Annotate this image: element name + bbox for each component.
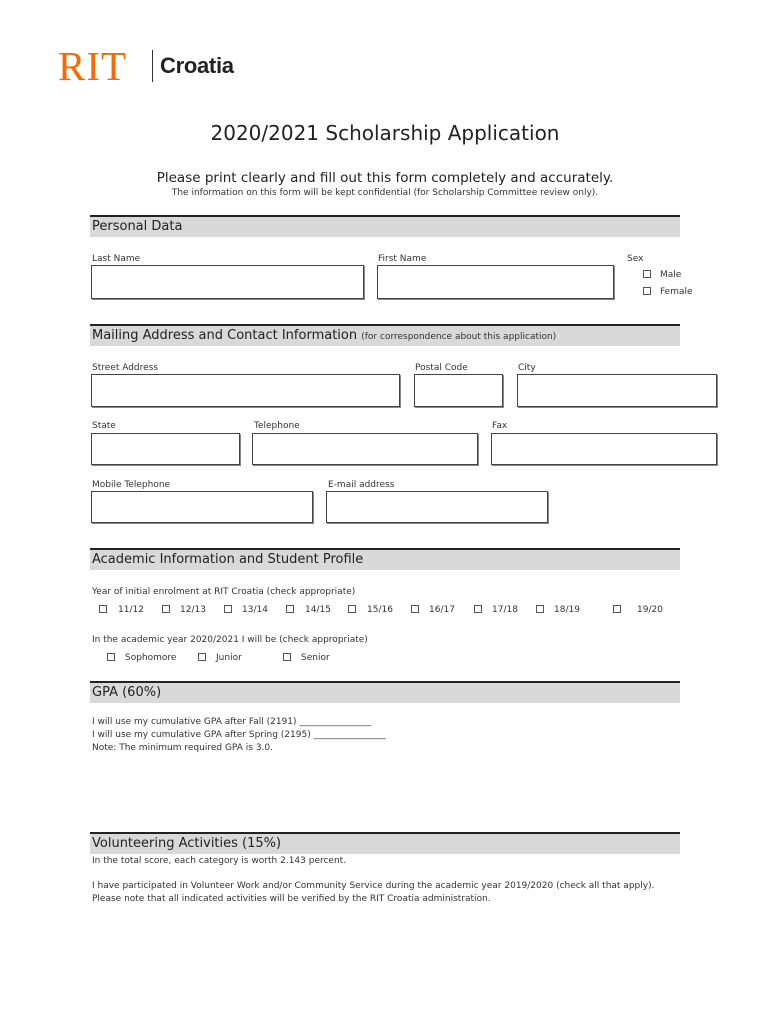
year-checkbox[interactable] xyxy=(162,605,170,613)
email-field[interactable] xyxy=(326,491,548,523)
junior-label: Junior xyxy=(216,653,242,663)
section-title: Academic Information and Student Profile xyxy=(92,552,364,567)
year-label: 15/16 xyxy=(367,605,393,615)
year-label: 19/20 xyxy=(637,605,663,615)
last-name-field[interactable] xyxy=(91,265,364,299)
year-checkbox[interactable] xyxy=(536,605,544,613)
year-label: 18/19 xyxy=(554,605,580,615)
senior-checkbox[interactable] xyxy=(283,653,291,661)
volunteer-participation-line: I have participated in Volunteer Work and/or Community Service during the academic year 2019/2020 (check all that apply). xyxy=(92,881,655,891)
section-volunteering xyxy=(90,832,680,854)
year-label: 14/15 xyxy=(305,605,331,615)
section-heading-note: (for correspondence about this application) xyxy=(361,332,557,342)
sex-female-label: Female xyxy=(660,287,693,297)
score-note: In the total score, each category is worth 2.143 percent. xyxy=(92,856,347,866)
year-label: 11/12 xyxy=(118,605,144,615)
section-mailing-address xyxy=(90,324,680,346)
year-checkbox[interactable] xyxy=(613,605,621,613)
state-label: State xyxy=(92,421,116,431)
sophomore-label: Sophomore xyxy=(125,653,177,663)
email-label: E-mail address xyxy=(328,480,395,490)
last-name-label: Last Name xyxy=(92,254,141,264)
year-label: 13/14 xyxy=(242,605,268,615)
gpa-minimum-note: Note: The minimum required GPA is 3.0. xyxy=(92,743,274,753)
year-checkbox[interactable] xyxy=(348,605,356,613)
city-label: City xyxy=(518,363,536,373)
year-checkbox[interactable] xyxy=(99,605,107,613)
mobile-telephone-label: Mobile Telephone xyxy=(92,480,171,490)
logo-croatia: Croatia xyxy=(160,53,234,78)
telephone-label: Telephone xyxy=(254,421,300,431)
senior-label: Senior xyxy=(301,653,330,663)
year-checkbox[interactable] xyxy=(286,605,294,613)
year-checkbox[interactable] xyxy=(411,605,419,613)
sex-male-label: Male xyxy=(660,270,682,280)
fax-field[interactable] xyxy=(491,433,717,465)
gpa-spring-line: I will use my cumulative GPA after Spring (2195) ________________ xyxy=(92,730,386,740)
first-name-field[interactable] xyxy=(377,265,614,299)
section-title xyxy=(92,328,556,343)
mobile-telephone-field[interactable] xyxy=(91,491,313,523)
section-title: GPA (60%) xyxy=(92,685,162,700)
first-name-label: First Name xyxy=(378,254,427,264)
sex-female-checkbox[interactable] xyxy=(643,287,651,295)
fax-label: Fax xyxy=(492,421,508,431)
city-field[interactable] xyxy=(517,374,717,407)
sophomore-checkbox[interactable] xyxy=(107,653,115,661)
junior-checkbox[interactable] xyxy=(198,653,206,661)
street-address-label: Street Address xyxy=(92,363,159,373)
year-label: 12/13 xyxy=(180,605,206,615)
street-address-field[interactable] xyxy=(91,374,400,407)
postal-code-field[interactable] xyxy=(414,374,503,407)
telephone-field[interactable] xyxy=(252,433,478,465)
year-label: 17/18 xyxy=(492,605,518,615)
year-checkbox[interactable] xyxy=(474,605,482,613)
year-checkbox[interactable] xyxy=(224,605,232,613)
logo-rit: RIT xyxy=(58,43,128,89)
verification-note: Please note that all indicated activities will be verified by the RIT Croatia administration. xyxy=(92,894,491,904)
standing-question: In the academic year 2020/2021 I will be (check appropriate) xyxy=(92,635,368,645)
sex-label: Sex xyxy=(627,254,644,264)
gpa-fall-line: I will use my cumulative GPA after Fall (2191) ________________ xyxy=(92,717,372,727)
page-title: 2020/2021 Scholarship Application xyxy=(210,121,560,145)
postal-code-label: Postal Code xyxy=(415,363,468,373)
section-personal-data xyxy=(90,215,680,237)
enrolment-question: Year of initial enrolment at RIT Croatia (check appropriate) xyxy=(92,587,356,597)
section-title: Volunteering Activities (15%) xyxy=(92,836,282,851)
year-label: 16/17 xyxy=(429,605,455,615)
section-gpa xyxy=(90,681,680,703)
state-field[interactable] xyxy=(91,433,240,465)
sex-male-checkbox[interactable] xyxy=(643,270,651,278)
instructions: Please print clearly and fill out this form completely and accurately. xyxy=(156,170,614,186)
section-academic-info xyxy=(90,548,680,570)
section-title: Personal Data xyxy=(92,219,183,234)
section-heading: Mailing Address and Contact Information xyxy=(92,328,358,343)
confidential-note: The information on this form will be kept confidential (for Scholarship Committee review only). xyxy=(171,188,599,198)
logo-divider xyxy=(152,50,153,82)
